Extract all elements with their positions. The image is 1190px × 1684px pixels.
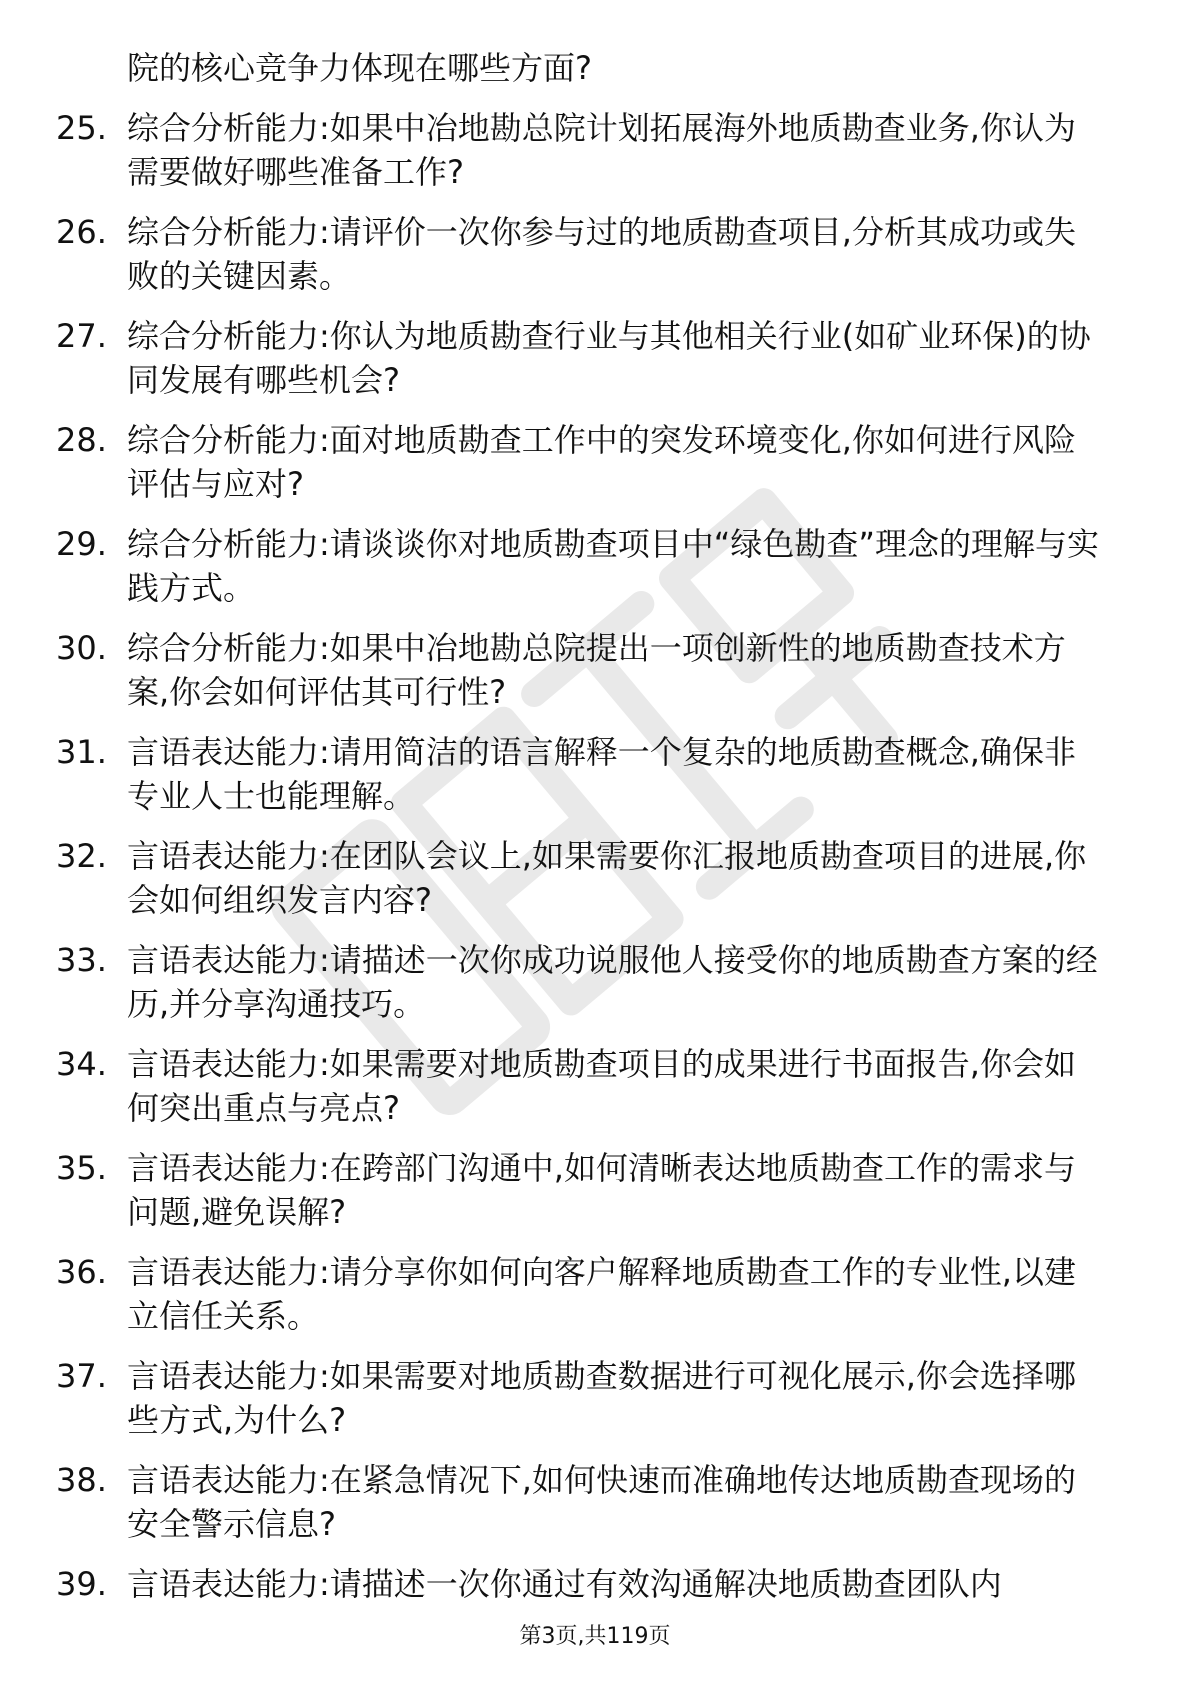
question-text: 言语表达能力:在紧急情况下,如何快速而准确地传达地质勘查现场的安全警示信息?: [127, 1461, 1076, 1543]
question-number: 31.: [56, 733, 107, 771]
question-text: 综合分析能力:如果中冶地勘总院提出一项创新性的地质勘查技术方案,你会如何评估其可行性?: [127, 629, 1066, 711]
list-item: [0, 938, 1190, 1026]
list-item: [0, 1146, 1190, 1234]
question-text: 言语表达能力:请分享你如何向客户解释地质勘查工作的专业性,以建立信任关系。: [127, 1253, 1076, 1335]
question-text: 综合分析能力:请评价一次你参与过的地质勘查项目,分析其成功或失败的关键因素。: [127, 213, 1076, 295]
list-item: [0, 210, 1190, 298]
list-item-continuation: [0, 46, 1190, 90]
page-number-footer: 第3页,共119页: [519, 1624, 671, 1649]
question-number: 27.: [56, 317, 107, 355]
question-text: 综合分析能力:请谈谈你对地质勘查项目中“绿色勘查”理念的理解与实践方式。: [127, 525, 1099, 607]
question-number: 38.: [56, 1461, 107, 1499]
list-item: [0, 730, 1190, 818]
question-text: 言语表达能力:在跨部门沟通中,如何清晰表达地质勘查工作的需求与问题,避免误解?: [127, 1149, 1076, 1231]
question-number: 35.: [56, 1149, 107, 1187]
question-number: 28.: [56, 421, 107, 459]
question-number: 29.: [56, 525, 107, 563]
list-item: [0, 522, 1190, 610]
question-number: 36.: [56, 1253, 107, 1291]
list-item: [0, 1354, 1190, 1442]
list-item: [0, 314, 1190, 402]
question-text: 言语表达能力:如果需要对地质勘查项目的成果进行书面报告,你会如何突出重点与亮点?: [127, 1045, 1076, 1127]
question-number: 30.: [56, 629, 107, 667]
question-text: 综合分析能力:如果中冶地勘总院计划拓展海外地质勘查业务,你认为需要做好哪些准备工作?: [127, 109, 1076, 191]
question-number: 39.: [56, 1565, 107, 1603]
question-number: 32.: [56, 837, 107, 875]
question-text: 言语表达能力:请用简洁的语言解释一个复杂的地质勘查概念,确保非专业人士也能理解。: [127, 733, 1076, 815]
question-number: 33.: [56, 941, 107, 979]
list-item: [0, 1458, 1190, 1546]
question-number: 25.: [56, 109, 107, 147]
list-item: [0, 1042, 1190, 1130]
list-item: [0, 418, 1190, 506]
list-item: [0, 1562, 1190, 1606]
question-text: 言语表达能力:请描述一次你成功说服他人接受你的地质勘查方案的经历,并分享沟通技巧。: [127, 941, 1098, 1023]
question-text: 综合分析能力:面对地质勘查工作中的突发环境变化,你如何进行风险评估与应对?: [127, 421, 1076, 503]
question-text: 言语表达能力:如果需要对地质勘查数据进行可视化展示,你会选择哪些方式,为什么?: [127, 1357, 1076, 1439]
list-item: [0, 834, 1190, 922]
question-text: 言语表达能力:在团队会议上,如果需要你汇报地质勘查项目的进展,你会如何组织发言内容?: [127, 837, 1087, 919]
list-item: [0, 106, 1190, 194]
list-item: [0, 626, 1190, 714]
question-number: 34.: [56, 1045, 107, 1083]
question-text: 院的核心竞争力体现在哪些方面?: [127, 49, 592, 87]
question-text: 言语表达能力:请描述一次你通过有效沟通解决地质勘查团队内: [127, 1565, 1002, 1603]
question-number: 26.: [56, 213, 107, 251]
question-text: 综合分析能力:你认为地质勘查行业与其他相关行业(如矿业环保)的协同发展有哪些机会?: [127, 317, 1091, 399]
list-item: [0, 1250, 1190, 1338]
question-list: [0, 46, 1190, 1606]
question-number: 37.: [56, 1357, 107, 1395]
